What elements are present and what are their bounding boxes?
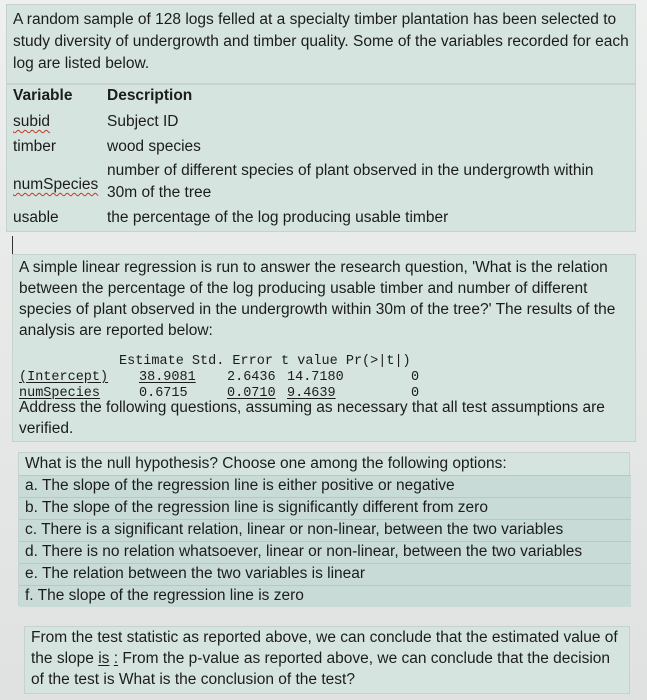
conclusion-paragraph <box>24 626 630 694</box>
numspecies-t-value: 9.4639 <box>287 386 336 401</box>
is-word: is <box>98 650 110 667</box>
variable-description-line1: number of different species of plant observed in the undergrowth within <box>107 162 594 179</box>
option-label: e. The relation between the two variables is linear <box>25 565 366 582</box>
option-label: d. There is no relation whatsoever, linear or non-linear, between the two variables <box>25 543 583 560</box>
variable-description-line2: 30m of the tree <box>107 184 212 201</box>
variable-description: wood species <box>107 138 201 155</box>
option-e[interactable] <box>19 563 631 585</box>
variable-description: the percentage of the log producing usable timber <box>107 209 449 226</box>
numspecies-p-value: 0 <box>411 386 420 401</box>
header-variable: Variable <box>13 87 73 104</box>
numspecies-estimate: 0.6715 <box>139 386 188 401</box>
variable-name: usable <box>13 209 59 226</box>
variable-name: numSpecies <box>13 176 99 193</box>
conclusion-part1: From the test statistic as reported above, we can conclude that the estimated value of the slope <box>31 629 618 667</box>
regression-section <box>12 254 636 442</box>
variable-name: subid <box>13 113 51 130</box>
option-a[interactable] <box>19 475 631 497</box>
table-header: Estimate Std. Error t value Pr(>|t|) <box>119 354 411 369</box>
option-label: b. The slope of the regression line is significantly different from zero <box>25 499 488 516</box>
option-d[interactable] <box>19 541 631 563</box>
variable-description: Subject ID <box>107 113 179 130</box>
numspecies-label: numSpecies <box>19 386 101 401</box>
variable-name: timber <box>13 138 57 155</box>
option-label: f. The slope of the regression line is zero <box>25 587 304 604</box>
numspecies-std-error: 0.0710 <box>227 386 276 401</box>
intercept-std-error: 2.6436 <box>227 370 276 385</box>
intro-text: A random sample of 128 logs felled at a specialty timber plantation has been selected to study diversity of undergrowth and timber quality. Some of the variables recorded for each log are listed below. <box>13 11 629 72</box>
conclusion-part2: From the p-value as reported above, we can conclude that the decision of the test is What is the conclusion of the test? <box>31 650 611 688</box>
regression-output-table <box>19 351 619 403</box>
intercept-estimate: 38.9081 <box>139 370 196 385</box>
question-prompt: What is the null hypothesis? Choose one among the following options: <box>25 455 507 472</box>
option-label: a. The slope of the regression line is either positive or negative <box>25 477 455 494</box>
answer-blank[interactable]: : <box>113 650 119 667</box>
option-f[interactable] <box>19 585 631 607</box>
null-hypothesis-question <box>18 452 630 606</box>
text-cursor <box>12 236 13 254</box>
intercept-label: (Intercept) <box>19 370 109 385</box>
option-c[interactable] <box>19 519 631 541</box>
header-description: Description <box>107 87 193 104</box>
intro-paragraph <box>6 4 636 84</box>
option-label: c. There is a significant relation, linear or non-linear, between the two variables <box>25 521 564 538</box>
intercept-p-value: 0 <box>411 370 420 385</box>
variables-table <box>6 84 636 232</box>
option-b[interactable] <box>19 497 631 519</box>
address-instructions: Address the following questions, assuming as necessary that all test assumptions are verified. <box>19 399 605 437</box>
intercept-t-value: 14.7180 <box>287 370 344 385</box>
regression-text: A simple linear regression is run to answer the research question, 'What is the relation between the percentage of the log producing usable timber and number of different species of plant observed in the undergrowth within 30m of the tree?' The results of the analysis are reported below: <box>19 259 616 339</box>
